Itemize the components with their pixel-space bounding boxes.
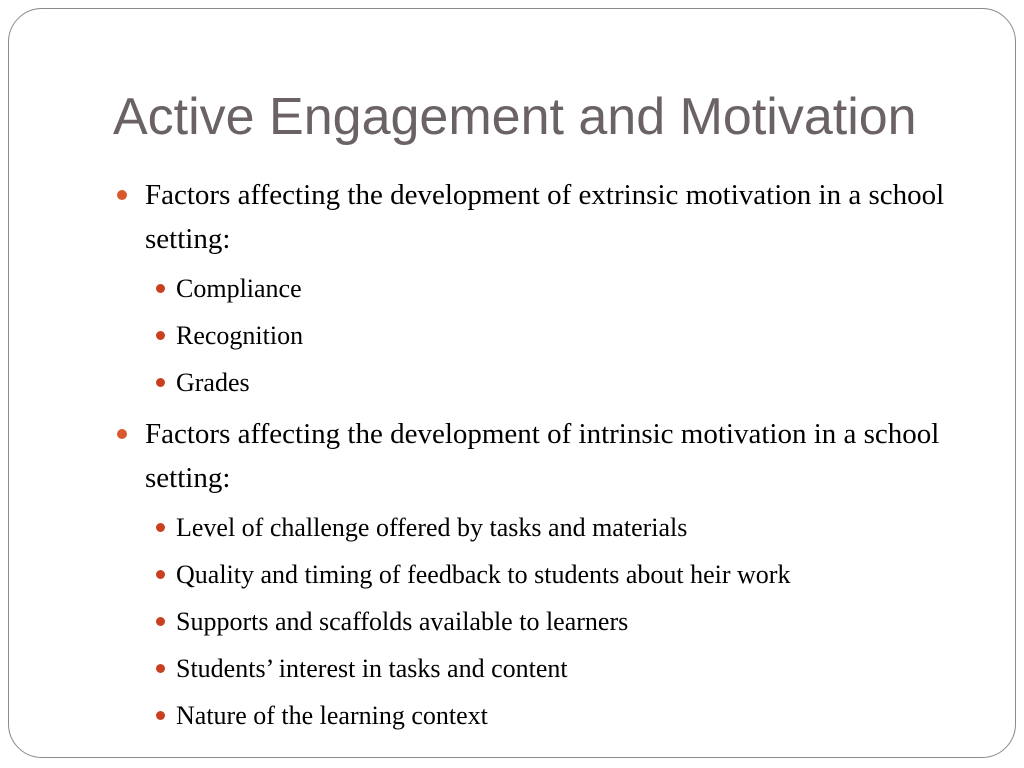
bullet-extrinsic xyxy=(113,173,983,261)
list-item xyxy=(113,551,983,598)
list-item-text: Compliance xyxy=(176,274,302,303)
bullet-intrinsic xyxy=(113,412,983,500)
list-item xyxy=(113,265,983,312)
list-item xyxy=(113,359,983,406)
list-item-text: Students’ interest in tasks and content xyxy=(176,654,568,683)
sub-bullet-dot-icon xyxy=(156,617,165,626)
sub-bullet-dot-icon xyxy=(156,664,165,673)
list-item xyxy=(113,312,983,359)
extrinsic-factors-list xyxy=(113,265,983,406)
bullet-text: Factors affecting the development of extrinsic motivation in a school setting: xyxy=(145,179,945,255)
bullet-dot-icon xyxy=(117,190,127,200)
slide-frame xyxy=(8,8,1016,758)
list-item-text: Level of challenge offered by tasks and materials xyxy=(176,513,688,542)
list-item-text: Grades xyxy=(176,368,250,397)
slide-title: Active Engagement and Motivation xyxy=(113,88,917,146)
sub-bullet-dot-icon xyxy=(156,331,165,340)
bullet-dot-icon xyxy=(117,429,127,439)
sub-bullet-dot-icon xyxy=(156,523,165,532)
list-item xyxy=(113,692,983,739)
list-item-text: Nature of the learning context xyxy=(176,701,488,730)
list-item xyxy=(113,504,983,551)
bullet-text: Factors affecting the development of intrinsic motivation in a school setting: xyxy=(145,418,940,494)
list-item xyxy=(113,645,983,692)
list-item-text: Recognition xyxy=(176,321,304,350)
sub-bullet-dot-icon xyxy=(156,378,165,387)
slide-content xyxy=(113,173,983,745)
list-item-text: Quality and timing of feedback to students about heir work xyxy=(176,560,791,589)
intrinsic-factors-list xyxy=(113,504,983,739)
list-item xyxy=(113,598,983,645)
sub-bullet-dot-icon xyxy=(156,570,165,579)
sub-bullet-dot-icon xyxy=(156,711,165,720)
sub-bullet-dot-icon xyxy=(156,284,165,293)
list-item-text: Supports and scaffolds available to learners xyxy=(176,607,629,636)
